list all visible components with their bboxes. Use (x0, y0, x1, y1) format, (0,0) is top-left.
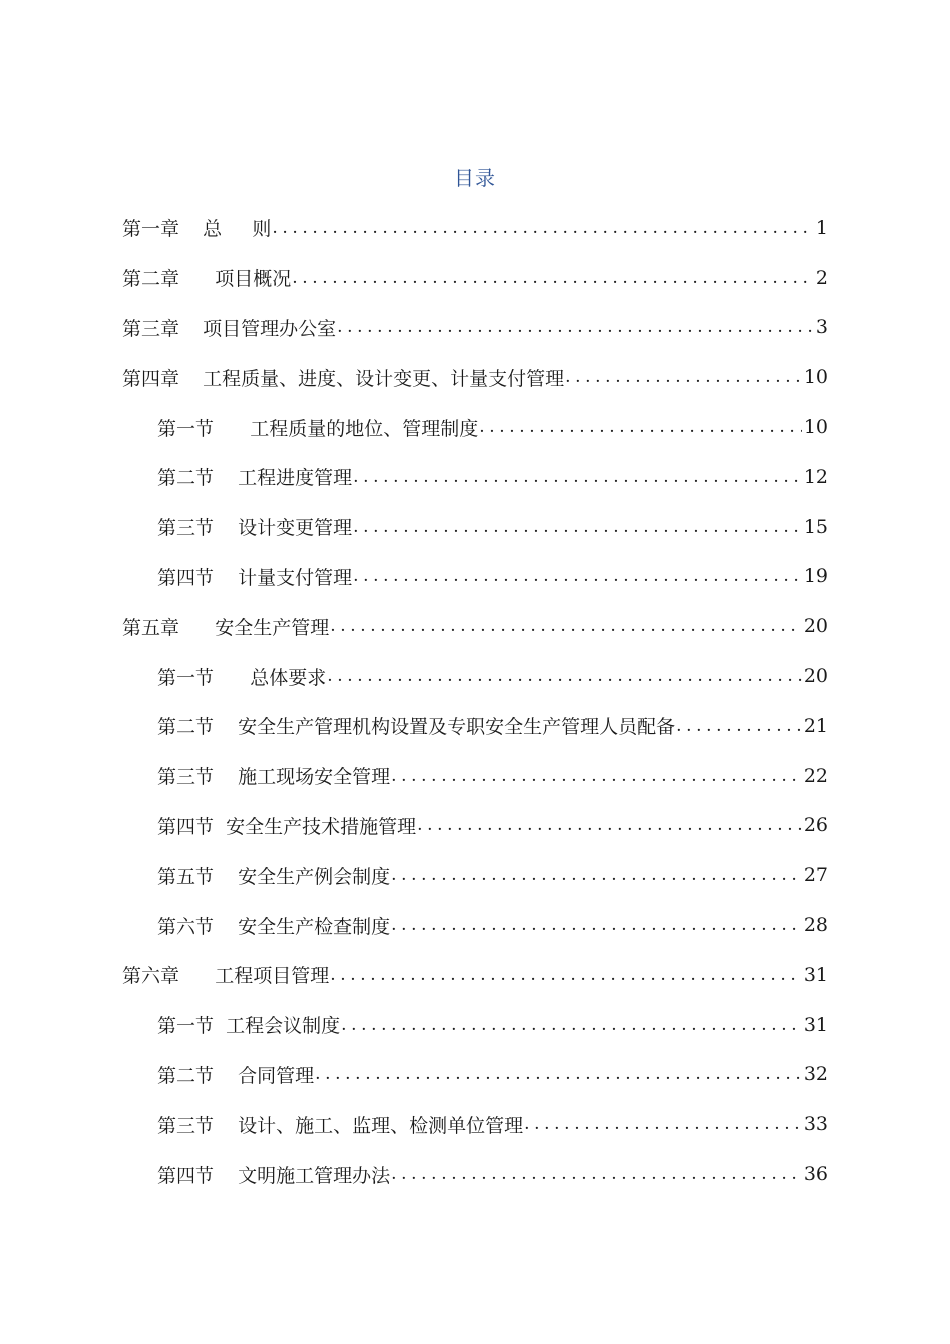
toc-dot-leader (391, 915, 802, 935)
toc-page-number: 10 (803, 366, 828, 389)
toc-entry[interactable] (122, 253, 828, 303)
toc-entry-label: 第三节 设计、施工、监理、检测单位管理 (157, 1114, 524, 1137)
toc-entry-label: 第五章 安全生产管理 (122, 616, 330, 639)
toc-page-number: 10 (803, 416, 828, 439)
toc-page-number: 27 (803, 864, 828, 887)
toc-entry-label: 第一节 总体要求 (157, 666, 327, 689)
toc-page-number: 15 (803, 515, 828, 538)
toc-entry-label: 第二节 工程进度管理 (157, 467, 353, 490)
toc-entry-label: 第三节 施工现场安全管理 (157, 766, 391, 789)
toc-entry[interactable] (122, 651, 828, 701)
toc-dot-leader (315, 1064, 802, 1084)
toc-dot-leader (353, 467, 802, 487)
toc-entry[interactable] (122, 1000, 828, 1050)
toc-entry-label: 第四章 工程质量、进度、设计变更、计量支付管理 (122, 367, 565, 390)
toc-entry-label: 第一节 工程会议制度 (157, 1015, 341, 1038)
toc-entry[interactable] (122, 900, 828, 950)
toc-entry-label: 第一节 工程质量的地位、管理制度 (157, 417, 479, 440)
toc-dot-leader (391, 1164, 802, 1184)
toc-dot-leader (341, 1015, 802, 1035)
toc-page-number: 31 (803, 1013, 828, 1036)
toc-entry[interactable] (122, 850, 828, 900)
toc-page-number: 20 (803, 665, 828, 688)
toc-entry[interactable] (122, 552, 828, 602)
toc-page-number: 1 (815, 216, 828, 239)
toc-dot-leader (272, 218, 814, 238)
toc-dot-leader (391, 766, 802, 786)
toc-entry-label: 第一章 总 则 (122, 218, 272, 241)
toc-entry-label: 第五节 安全生产例会制度 (157, 865, 391, 888)
toc-entry-label: 第三节 设计变更管理 (157, 517, 353, 540)
toc-dot-leader (353, 517, 802, 537)
toc-page-number: 36 (803, 1163, 828, 1186)
toc-entry[interactable] (122, 303, 828, 353)
toc-page-number: 32 (803, 1063, 828, 1086)
toc-entry-label: 第四节 安全生产技术措施管理 (157, 815, 417, 838)
toc-dot-leader (524, 1114, 802, 1134)
toc-dot-leader (327, 666, 802, 686)
toc-entry-label: 第三章 项目管理办公室 (122, 317, 337, 340)
toc-dot-leader (417, 815, 802, 835)
toc-entry-label: 第二节 合同管理 (157, 1064, 315, 1087)
toc-page-number: 3 (815, 316, 828, 339)
toc-list (122, 203, 828, 1199)
toc-dot-leader (565, 367, 802, 387)
toc-page-number: 20 (803, 615, 828, 638)
toc-entry[interactable] (122, 801, 828, 851)
toc-page-number: 22 (803, 764, 828, 787)
toc-entry[interactable] (122, 701, 828, 751)
toc-page-number: 12 (803, 465, 828, 488)
toc-entry-label: 第六章 工程项目管理 (122, 965, 330, 988)
toc-page-number: 26 (803, 814, 828, 837)
toc-entry[interactable] (122, 502, 828, 552)
toc-entry-label: 第二章 项目概况 (122, 268, 292, 291)
toc-dot-leader (353, 566, 802, 586)
toc-entry-label: 第四节 计量支付管理 (157, 566, 353, 589)
toc-entry[interactable] (122, 203, 828, 253)
toc-entry[interactable] (122, 1099, 828, 1149)
toc-page-number: 31 (803, 963, 828, 986)
toc-dot-leader (330, 616, 802, 636)
toc-page-number: 28 (803, 914, 828, 937)
toc-dot-leader (479, 417, 802, 437)
toc-title: 目录 (454, 166, 496, 190)
toc-entry[interactable] (122, 601, 828, 651)
toc-entry-label: 第四节 文明施工管理办法 (157, 1164, 391, 1187)
toc-dot-leader (391, 865, 802, 885)
toc-page-number: 33 (803, 1113, 828, 1136)
toc-entry-label: 第六节 安全生产检查制度 (157, 915, 391, 938)
toc-entry[interactable] (122, 352, 828, 402)
toc-dot-leader (330, 965, 802, 985)
toc-entry[interactable] (122, 402, 828, 452)
toc-entry[interactable] (122, 751, 828, 801)
toc-dot-leader (676, 716, 802, 736)
toc-entry[interactable] (122, 452, 828, 502)
toc-dot-leader (337, 317, 814, 337)
toc-entry[interactable] (122, 1050, 828, 1100)
toc-entry[interactable] (122, 950, 828, 1000)
toc-page-number: 19 (803, 565, 828, 588)
toc-entry-label: 第二节 安全生产管理机构设置及专职安全生产管理人员配备 (157, 716, 676, 739)
toc-page-number: 2 (815, 266, 828, 289)
toc-page-number: 21 (803, 714, 828, 737)
toc-entry[interactable] (122, 1149, 828, 1199)
toc-dot-leader (292, 268, 814, 288)
